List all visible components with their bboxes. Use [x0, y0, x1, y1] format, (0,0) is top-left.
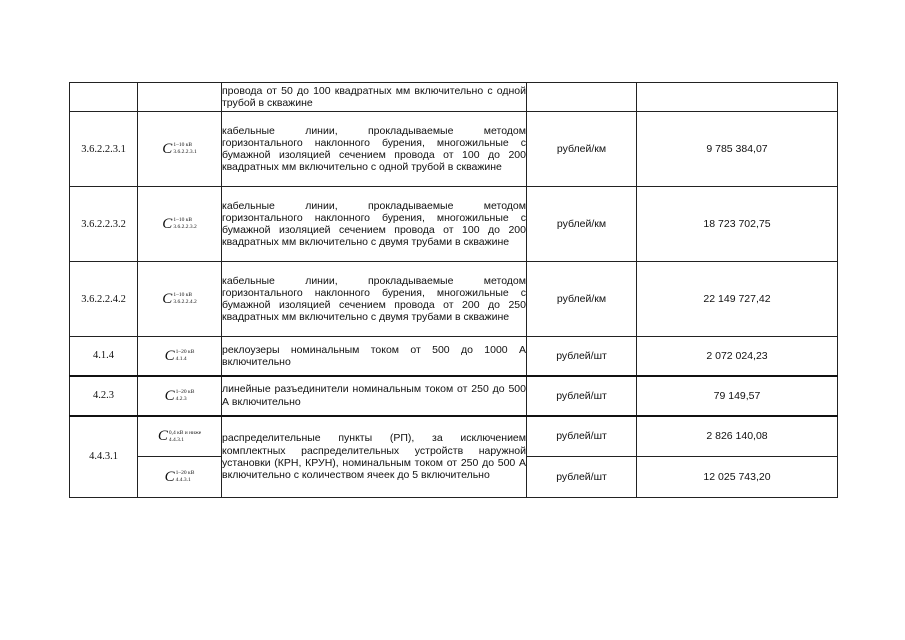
symbol-letter: C	[164, 468, 175, 485]
rate-symbol	[162, 141, 196, 157]
symbol-superscript: 0,4 кВ и ниже	[168, 429, 202, 436]
row-code: 3.6.2.2.3.1	[70, 112, 138, 187]
row-code	[70, 83, 138, 112]
symbol-letter: C	[164, 387, 175, 404]
table-row	[70, 112, 838, 187]
table-row	[70, 416, 838, 457]
row-value: 2 826 140,08	[637, 416, 838, 457]
symbol-superscript: 1–20 кВ	[175, 388, 195, 395]
row-code: 4.2.3	[70, 376, 138, 416]
table-row	[70, 83, 838, 112]
row-code: 4.4.3.1	[70, 416, 138, 498]
symbol-subscript: 3.6.2.2.3.1	[173, 149, 197, 156]
symbol-superscript: 1–20 кВ	[175, 470, 195, 477]
row-code: 3.6.2.2.4.2	[70, 262, 138, 337]
row-value: 12 025 743,20	[637, 457, 838, 498]
row-description: реклоузеры номинальным током от 500 до 1000 А включительно	[222, 337, 527, 376]
symbol-superscript: 1–10 кВ	[173, 217, 193, 224]
table-row	[70, 187, 838, 262]
row-description: линейные разъединители номинальным током от 250 до 500 А включительно	[222, 376, 527, 416]
row-symbol	[138, 83, 222, 112]
row-value	[637, 83, 838, 112]
symbol-subscript: 4.2.3	[175, 395, 187, 402]
tariff-table	[69, 82, 838, 498]
symbol-subscript: 3.6.2.2.3.2	[173, 224, 197, 231]
symbol-letter: C	[162, 140, 173, 157]
symbol-subscript: 4.4.3.1	[168, 436, 184, 443]
row-description: кабельные линии, прокладываемые методом горизонтального наклонного бурения, многожильные с бумажной изоляцией сечением провода от 200 до 250 квадратных мм включительно с двумя трубами в скважине	[222, 262, 527, 337]
rate-symbol	[162, 291, 196, 307]
row-unit: рублей/шт	[527, 337, 637, 376]
row-description: провода от 50 до 100 квадратных мм включительно с одной трубой в скважине	[222, 83, 527, 112]
row-code: 3.6.2.2.3.2	[70, 187, 138, 262]
table-row	[70, 337, 838, 376]
row-unit: рублей/шт	[527, 457, 637, 498]
rate-symbol	[158, 428, 201, 444]
row-symbol	[138, 262, 222, 337]
table-row	[70, 376, 838, 416]
table-row	[70, 262, 838, 337]
rate-symbol	[165, 469, 195, 485]
row-unit	[527, 83, 637, 112]
row-code: 4.1.4	[70, 337, 138, 376]
symbol-letter: C	[162, 290, 173, 307]
row-symbol	[138, 337, 222, 376]
row-unit: рублей/км	[527, 262, 637, 337]
row-symbol	[138, 457, 222, 498]
symbol-letter: C	[162, 215, 173, 232]
row-symbol	[138, 187, 222, 262]
row-symbol	[138, 112, 222, 187]
row-symbol	[138, 376, 222, 416]
symbol-superscript: 1–10 кВ	[173, 292, 193, 299]
row-description: кабельные линии, прокладываемые методом горизонтального наклонного бурения, многожильные с бумажной изоляцией сечением провода от 100 до 200 квадратных мм включительно с двумя трубами в скважине	[222, 187, 527, 262]
row-unit: рублей/шт	[527, 376, 637, 416]
symbol-subscript: 4.1.4	[175, 356, 187, 363]
rate-symbol	[165, 348, 195, 364]
row-value: 2 072 024,23	[637, 337, 838, 376]
rate-symbol	[162, 216, 196, 232]
row-value: 22 149 727,42	[637, 262, 838, 337]
row-value: 9 785 384,07	[637, 112, 838, 187]
rate-symbol	[165, 388, 195, 404]
symbol-subscript: 4.4.3.1	[175, 477, 191, 484]
symbol-subscript: 3.6.2.2.4.2	[173, 299, 197, 306]
row-value: 79 149,57	[637, 376, 838, 416]
symbol-superscript: 1–20 кВ	[175, 349, 195, 356]
symbol-letter: C	[164, 347, 175, 364]
row-unit: рублей/шт	[527, 416, 637, 457]
row-unit: рублей/км	[527, 112, 637, 187]
row-description: кабельные линии, прокладываемые методом горизонтального наклонного бурения, многожильные с бумажной изоляцией сечением провода от 100 до 200 квадратных мм включительно с одной трубой в скважине	[222, 112, 527, 187]
row-unit: рублей/км	[527, 187, 637, 262]
symbol-superscript: 1–10 кВ	[173, 142, 193, 149]
symbol-letter: C	[157, 428, 168, 445]
row-value: 18 723 702,75	[637, 187, 838, 262]
row-description: распределительные пункты (РП), за исключением комплектных распределительных устройств наружной установки (КРН, КРУН), номинальным током от 250 до 500 А включительно с количеством ячеек до 5 включительно	[222, 416, 527, 498]
row-symbol	[138, 416, 222, 457]
